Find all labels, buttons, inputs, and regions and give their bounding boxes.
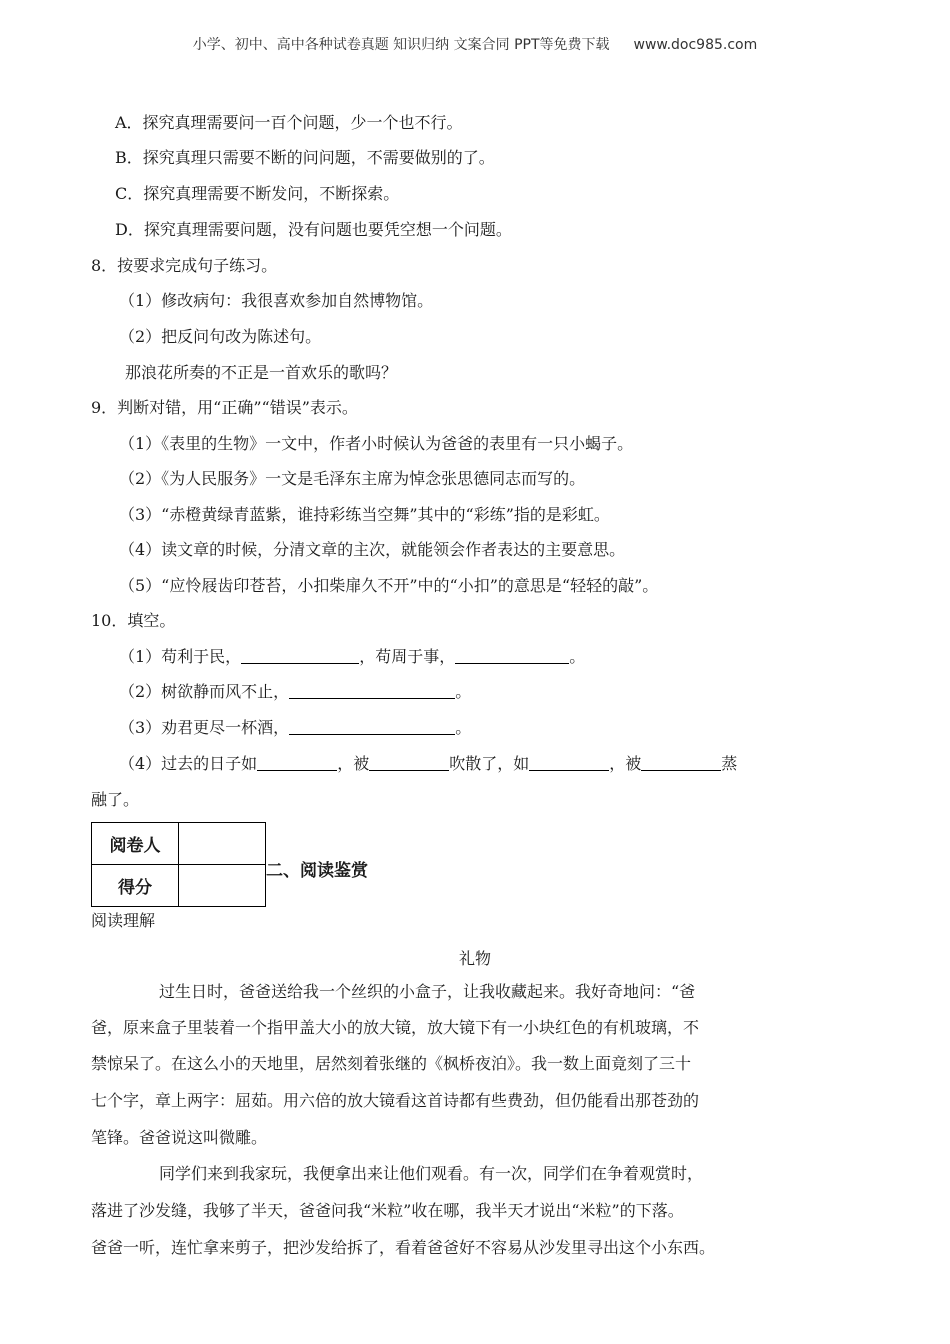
answer-blank[interactable] — [455, 647, 569, 664]
answer-blank[interactable] — [529, 754, 609, 771]
answer-blank[interactable] — [289, 682, 455, 699]
passage-line: 同学们来到我家玩，我便拿出来让他们观看。有一次，同学们在争着观赏时， — [159, 1164, 704, 1183]
option-c: C．探究真理需要不断发问，不断探索。 — [115, 184, 400, 203]
header-text: 小学、初中、高中各种试卷真题 知识归纳 文案合同 PPT等免费下载 — [192, 37, 610, 53]
answer-blank[interactable] — [641, 754, 721, 771]
q9-item-2: （2）《为人民服务》一文是毛泽东主席为悼念张思德同志而写的。 — [119, 469, 586, 488]
q10-item-4-text-b: ，被 — [337, 754, 370, 773]
option-d: D．探究真理需要问题，没有问题也要凭空想一个问题。 — [115, 220, 512, 239]
q10-item-2-text-a: （2）树欲静而风不止， — [119, 682, 290, 701]
option-b: B．探究真理只需要不断的问问题，不需要做别的了。 — [115, 148, 495, 167]
passage-line: 过生日时，爸爸送给我一个丝织的小盒子，让我收藏起来。我好奇地问：“爸 — [159, 982, 696, 1001]
q9-item-1: （1）《表里的生物》一文中，作者小时候认为爸爸的表里有一只小蝎子。 — [119, 434, 634, 453]
q10-item-2-text-b: 。 — [455, 682, 472, 701]
q10-title: 10．填空。 — [91, 611, 176, 630]
q9-item-3: （3）“赤橙黄绿青蓝紫，谁持彩练当空舞”其中的“彩练”指的是彩虹。 — [119, 505, 610, 524]
passage-line: 爸爸一听，连忙拿来剪子，把沙发给拆了，看着爸爸好不容易从沙发里寻出这个小东西。 — [91, 1238, 716, 1257]
q10-item-4-text-c: 吹散了，如 — [449, 754, 530, 773]
section-subtitle: 阅读理解 — [91, 911, 156, 930]
page-header — [0, 34, 950, 54]
passage-title: 礼物 — [458, 949, 491, 968]
answer-blank[interactable] — [241, 647, 359, 664]
passage-line: 笔锋。爸爸说这叫微雕。 — [91, 1128, 268, 1147]
passage-line: 七个字，章上两字：屈茹。用六倍的放大镜看这首诗都有些费劲，但仍能看出那苍劲的 — [91, 1091, 700, 1110]
q10-item-1-text-a: （1）苟利于民， — [119, 647, 242, 666]
score-table — [91, 822, 266, 907]
q8-sentence: 那浪花所奏的不正是一首欢乐的歌吗？ — [125, 363, 398, 382]
reviewer-cell[interactable] — [179, 823, 266, 865]
option-a: A．探究真理需要问一百个问题，少一个也不行。 — [115, 113, 463, 132]
section-title: 二、阅读鉴赏 — [266, 861, 368, 881]
passage-line: 禁惊呆了。在这么小的天地里，居然刻着张继的《枫桥夜泊》。我一数上面竟刻了三十 — [91, 1054, 692, 1073]
q9-item-5: （5）“应怜屐齿印苍苔，小扣柴扉久不开”中的“小扣”的意思是“轻轻的敲”。 — [119, 576, 659, 595]
answer-blank[interactable] — [289, 718, 455, 735]
q10-item-4-continued: 融了。 — [91, 790, 140, 809]
passage-line: 落进了沙发缝，我够了半天，爸爸问我“米粒”收在哪，我半天才说出“米粒”的下落。 — [91, 1201, 684, 1220]
q10-item-2 — [119, 682, 471, 702]
q8-title: 8．按要求完成句子练习。 — [91, 256, 278, 275]
score-label: 得分 — [92, 865, 179, 907]
q8-item-2: （2）把反问句改为陈述句。 — [119, 327, 322, 346]
q10-item-1-text-b: ，苟周于事， — [359, 647, 456, 666]
q10-item-3-text-b: 。 — [455, 718, 472, 737]
q9-item-4: （4）读文章的时候，分清文章的主次，就能领会作者表达的主要意思。 — [119, 540, 626, 559]
q10-item-4-text-e: 蒸 — [721, 754, 738, 773]
reviewer-label: 阅卷人 — [92, 823, 179, 865]
q10-item-1-text-c: 。 — [569, 647, 586, 666]
passage-line: 爸，原来盒子里装着一个指甲盖大小的放大镜，放大镜下有一小块红色的有机玻璃，不 — [91, 1018, 700, 1037]
answer-blank[interactable] — [257, 754, 337, 771]
score-cell[interactable] — [179, 865, 266, 907]
q10-item-3-text-a: （3）劝君更尽一杯酒， — [119, 718, 290, 737]
header-site: www.doc985.com — [633, 37, 758, 53]
q9-title: 9．判断对错，用“正确”“错误”表示。 — [91, 398, 358, 417]
q10-item-1 — [119, 647, 585, 667]
q10-item-4-text-a: （4）过去的日子如 — [119, 754, 258, 773]
q10-item-4-text-d: ，被 — [609, 754, 642, 773]
q8-item-1: （1）修改病句：我很喜欢参加自然博物馆。 — [119, 291, 434, 310]
q10-item-4 — [119, 754, 737, 774]
answer-blank[interactable] — [369, 754, 449, 771]
q10-item-3 — [119, 718, 471, 738]
